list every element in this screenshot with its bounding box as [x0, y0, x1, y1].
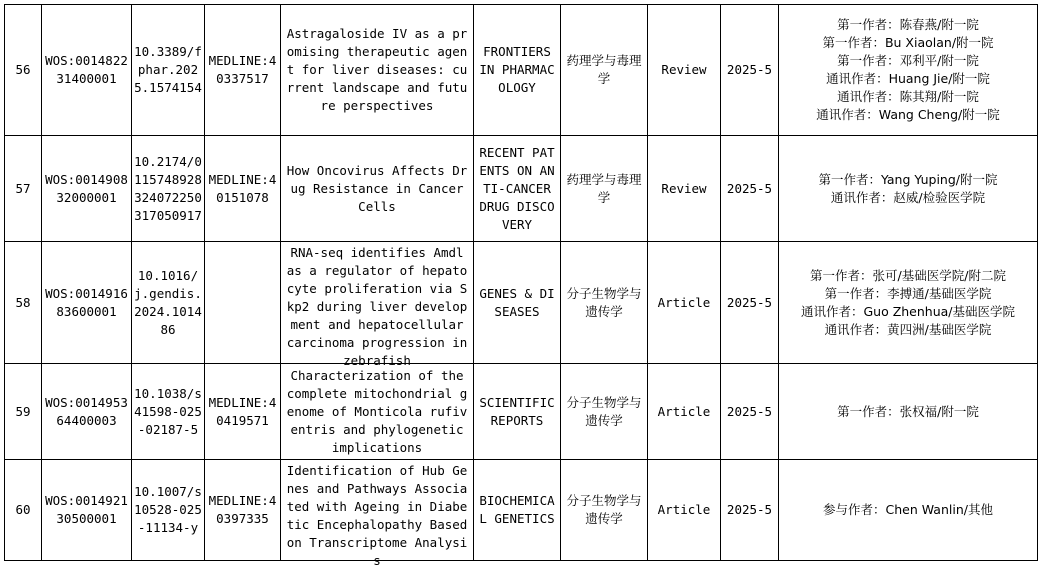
- subject-field-text: 分子生物学与遗传学: [566, 285, 642, 319]
- document-type: [648, 136, 721, 242]
- table-body: [5, 5, 1038, 568]
- wos-id: [42, 460, 132, 561]
- document-type-text: Review: [661, 180, 707, 196]
- document-type-text: Article: [657, 502, 711, 517]
- paper-title: [281, 460, 474, 568]
- paper-title: [281, 364, 474, 460]
- document-type: [648, 460, 721, 561]
- publish-date: [721, 364, 779, 460]
- author-line: 第一作者：张可/基础医学院/附二院: [810, 267, 1006, 283]
- journal-name-text: SCIENTIFIC REPORTS: [479, 394, 555, 428]
- journal-name: [474, 242, 561, 364]
- paper-title: [281, 242, 474, 368]
- paper-title: [281, 5, 474, 136]
- author-line: 参与作者：Chen Wanlin/其他: [823, 502, 993, 517]
- author-line: 通讯作者：Wang Cheng/附一院: [816, 107, 1000, 122]
- subject-field: [561, 364, 648, 460]
- row-number-text: 57: [15, 180, 31, 196]
- journal-name-text: BIOCHEMICAL GENETICS: [479, 493, 555, 526]
- authors-cell: [779, 364, 1038, 460]
- row-number-text: 56: [15, 62, 31, 77]
- doi-text: 10.1007/s10528-025-11134-y: [134, 484, 202, 535]
- author-line: 通讯作者：黄四洲/基础医学院: [824, 321, 992, 337]
- document-type: [648, 364, 721, 460]
- doi: [132, 5, 205, 136]
- author-line: 第一作者：邓利平/附一院: [837, 53, 979, 68]
- row-number-text: 59: [15, 403, 31, 419]
- publish-date-text: 2025-5: [726, 403, 773, 419]
- wos-id-text: WOS:001482231400001: [45, 53, 128, 86]
- document-type-text: Article: [657, 403, 711, 419]
- journal-name: [474, 364, 561, 460]
- author-line: 第一作者：陈春燕/附一院: [837, 17, 979, 32]
- author-line: 通讯作者：Huang Jie/附一院: [826, 71, 990, 86]
- paper-title-text: RNA-seq identifies Amdl as a regulator of hepatocyte proliferation via Skp2 during liver development and hepatocellular carcinoma progression in zebrafish: [286, 244, 468, 368]
- author-line: 第一作者：李搏通/基础医学院: [824, 285, 992, 301]
- journal-name-text: RECENT PATENTS ON ANTI-CANCER DRUG DISCOVERY: [479, 144, 555, 232]
- doi-text: 10.1016/j.gendis.2024.101486: [134, 267, 202, 337]
- paper-title-text: Identification of Hub Genes and Pathways Associated with Ageing in Diabetic Encephalopathy Based on Transcriptome Analysis: [286, 462, 468, 568]
- author-line: 通讯作者：赵威/检验医学院: [830, 189, 986, 205]
- publish-date: [721, 460, 779, 561]
- row-number: [5, 5, 42, 136]
- document-type: [648, 5, 721, 136]
- document-type-text: Article: [657, 294, 711, 310]
- wos-id-text: WOS:001495364400003: [45, 394, 128, 428]
- publish-date-text: 2025-5: [726, 180, 773, 196]
- table-row: [5, 460, 1038, 561]
- medline-id: [205, 364, 281, 460]
- paper-title-text: Astragaloside IV as a promising therapeutic agent for liver diseases: current landscape and future perspectives: [286, 26, 468, 113]
- doi: [132, 460, 205, 561]
- publish-date: [721, 5, 779, 136]
- doi: [132, 136, 205, 242]
- doi: [132, 242, 205, 364]
- subject-field: [561, 136, 648, 242]
- document-type-text: Review: [661, 62, 707, 77]
- medline-id: [205, 136, 281, 242]
- row-number: [5, 460, 42, 561]
- subject-field-text: 药理学与毒理学: [566, 171, 642, 205]
- publications-table: [4, 4, 1038, 568]
- wos-id-text: WOS:001492130500001: [45, 493, 128, 526]
- row-number: [5, 242, 42, 364]
- journal-name: [474, 460, 561, 561]
- subject-field: [561, 242, 648, 364]
- medline-id: [205, 460, 281, 561]
- authors-cell: [779, 242, 1038, 364]
- wos-id-text: WOS:001490832000001: [45, 171, 128, 205]
- wos-id: [42, 5, 132, 136]
- subject-field-text: 分子生物学与遗传学: [566, 394, 642, 428]
- doi-text: 10.1038/s41598-025-02187-5: [134, 385, 202, 437]
- author-line: 第一作者：张权福/附一院: [837, 403, 979, 419]
- row-number-text: 58: [15, 294, 31, 310]
- paper-title: [281, 136, 474, 242]
- subject-field-text: 分子生物学与遗传学: [566, 493, 642, 526]
- journal-name: [474, 136, 561, 242]
- publish-date-text: 2025-5: [726, 502, 773, 517]
- journal-name-text: GENES & DISEASES: [479, 285, 555, 319]
- table-row: [5, 242, 1038, 364]
- subject-field-text: 药理学与毒理学: [566, 53, 642, 86]
- journal-name: [474, 5, 561, 136]
- wos-id: [42, 364, 132, 460]
- table-row: [5, 136, 1038, 242]
- row-number: [5, 136, 42, 242]
- wos-id-text: WOS:001491683600001: [45, 285, 128, 319]
- table-row: [5, 364, 1038, 460]
- paper-title-text: How Oncovirus Affects Drug Resistance in Cancer Cells: [286, 162, 468, 214]
- wos-id: [42, 136, 132, 242]
- publish-date-text: 2025-5: [726, 294, 773, 310]
- medline-id-text: MEDLINE:40419571: [208, 394, 277, 428]
- author-line: 第一作者：Bu Xiaolan/附一院: [822, 35, 994, 50]
- publish-date-text: 2025-5: [726, 62, 773, 77]
- subject-field: [561, 460, 648, 561]
- row-number-text: 60: [15, 502, 31, 517]
- medline-id-text: MEDLINE:40397335: [208, 493, 277, 526]
- authors-cell: [779, 460, 1038, 561]
- journal-name-text: FRONTIERS IN PHARMACOLOGY: [479, 44, 555, 95]
- publish-date: [721, 136, 779, 242]
- paper-title-text: Characterization of the complete mitochondrial genome of Monticola rufiventris and phylogenetic implications: [286, 367, 468, 455]
- authors-cell: [779, 5, 1038, 136]
- document-type: [648, 242, 721, 364]
- medline-id: [205, 5, 281, 136]
- publish-date: [721, 242, 779, 364]
- row-number: [5, 364, 42, 460]
- wos-id: [42, 242, 132, 364]
- doi-text: 10.3389/fphar.2025.1574154: [134, 44, 202, 95]
- medline-id: [205, 242, 281, 364]
- table-row: [5, 5, 1038, 136]
- doi-text: 10.2174/0115748928324072250317050917: [134, 153, 202, 223]
- medline-id-text: MEDLINE:40337517: [208, 53, 277, 86]
- medline-id-text: MEDLINE:40151078: [208, 171, 277, 205]
- doi: [132, 364, 205, 460]
- subject-field: [561, 5, 648, 136]
- authors-cell: [779, 136, 1038, 242]
- author-line: 第一作者：Yang Yuping/附一院: [818, 171, 998, 187]
- author-line: 通讯作者：Guo Zhenhua/基础医学院: [800, 303, 1016, 319]
- author-line: 通讯作者：陈其翔/附一院: [837, 89, 979, 104]
